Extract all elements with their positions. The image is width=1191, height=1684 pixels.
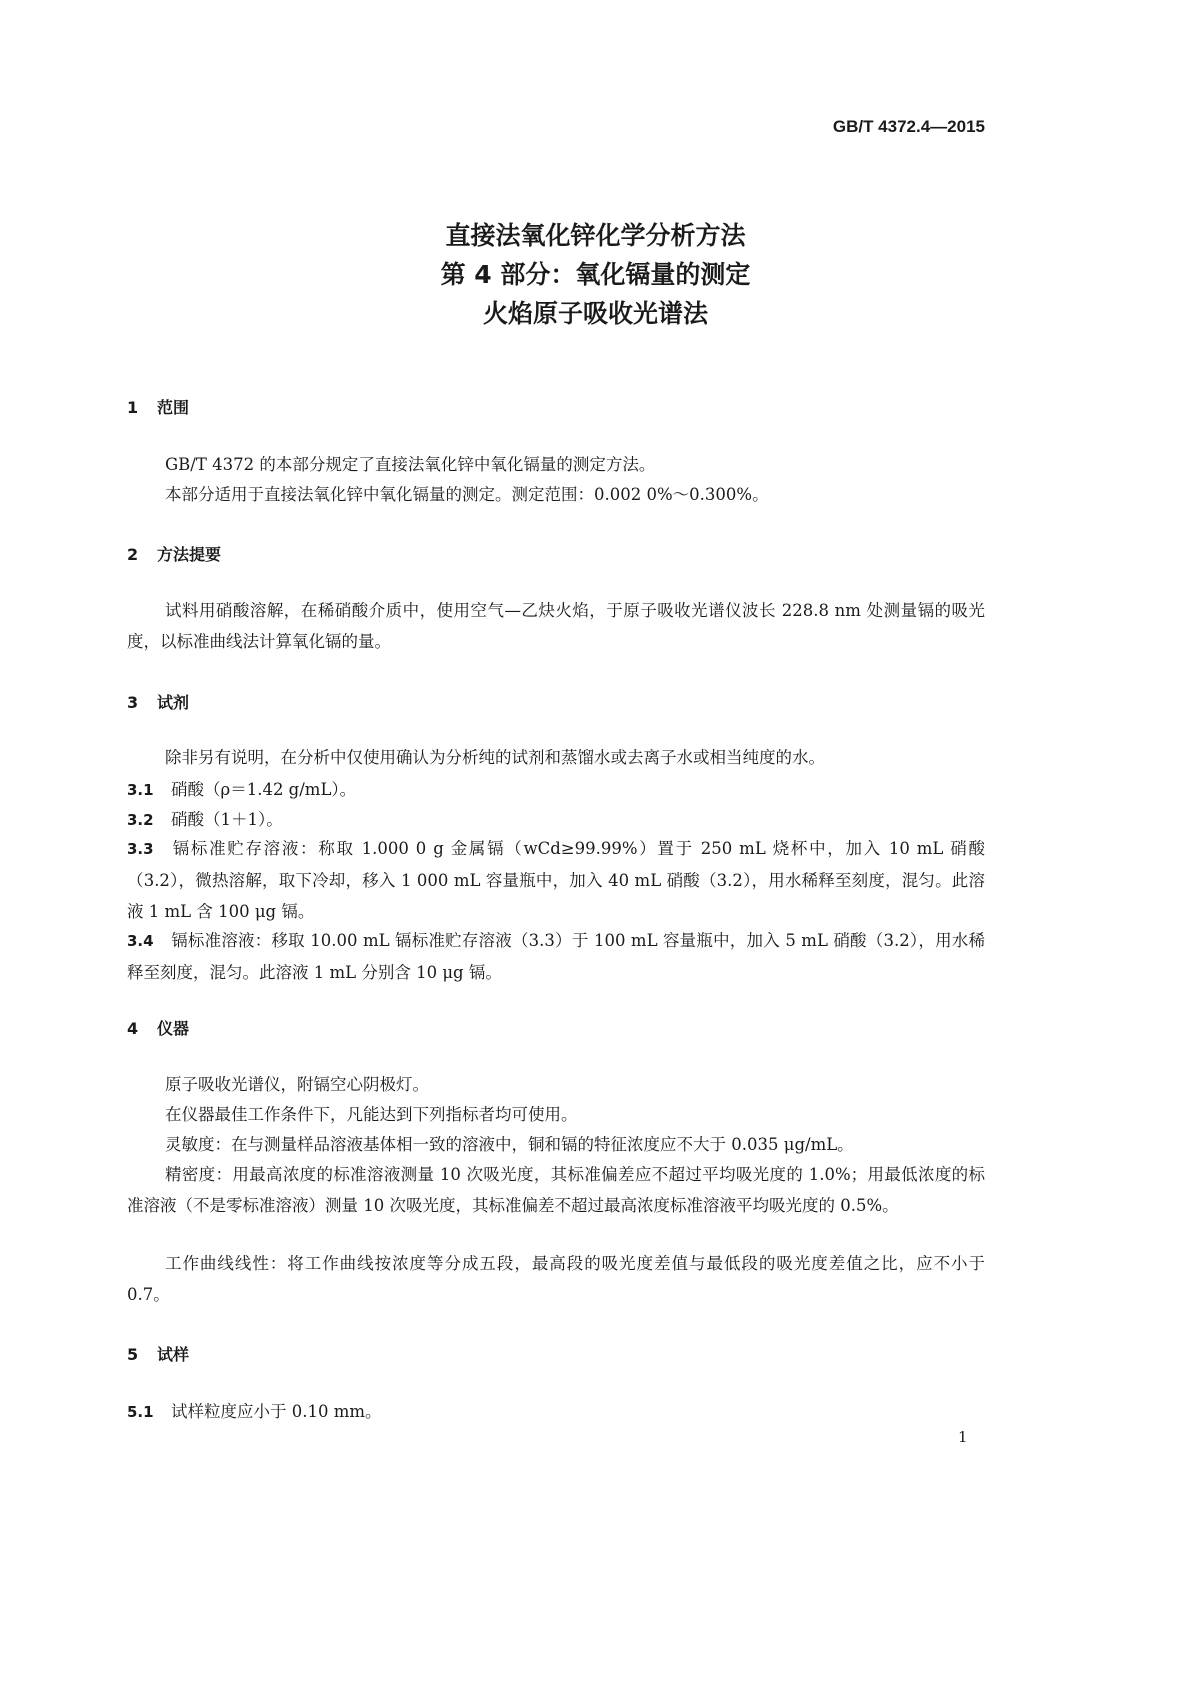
principle-paragraph: 试料用硝酸溶解，在稀硝酸介质中，使用空气—乙炔火焰，于原子吸收光谱仪波长 228.8 nm 处测量镉的吸光度，以标准曲线法计算氧化镉的量。	[127, 601, 985, 651]
section-title: 仪器	[157, 1019, 190, 1038]
title-line-3: 火焰原子吸收光谱法	[482, 299, 708, 328]
sample-item	[127, 1396, 985, 1428]
section-2-heading	[127, 542, 221, 565]
section-number: 3	[127, 693, 139, 712]
page-number: 1	[958, 1428, 968, 1446]
scope-paragraph-2: 本部分适用于直接法氧化锌中氧化镉量的测定。测定范围：0.002 0%～0.300%。	[165, 485, 769, 504]
section-1-heading	[127, 395, 189, 418]
section-number: 1	[127, 398, 139, 417]
standard-number: GB/T 4372.4—2015	[832, 117, 985, 136]
section-title: 试剂	[157, 693, 190, 712]
item-number: 5.1	[127, 1403, 154, 1421]
section-5-heading	[127, 1342, 189, 1365]
reagent-item	[127, 774, 985, 806]
reagent-item	[127, 804, 985, 836]
item-text: 硝酸（ρ＝1.42 g/mL）。	[171, 780, 357, 799]
item-number: 3.1	[127, 781, 154, 799]
reagent-item	[127, 925, 985, 988]
title-line-2: 第 4 部分：氧化镉量的测定	[440, 260, 751, 289]
section-4-heading	[127, 1016, 189, 1039]
section-title: 试样	[157, 1345, 190, 1364]
title-line-1: 直接法氧化锌化学分析方法	[445, 221, 746, 250]
section-3-heading	[127, 690, 189, 713]
section-number: 4	[127, 1019, 139, 1038]
item-text: 镉标准贮存溶液：称取 1.000 0 g 金属镉（wCd≥99.99%）置于 250 mL 烧杯中，加入 10 mL 硝酸（3.2），微热溶解，取下冷却，移入 1 000 mL 容量瓶中，加入 40 mL 硝酸（3.2），用水稀释至刻度，混匀。此溶液 1 mL 含 100 μg 镉。	[127, 839, 985, 921]
item-number: 3.4	[127, 932, 154, 950]
item-number: 3.2	[127, 811, 154, 829]
precision-paragraph: 精密度：用最高浓度的标准溶液测量 10 次吸光度，其标准偏差应不超过平均吸光度的 1.0%；用最低浓度的标准溶液（不是零标准溶液）测量 10 次吸光度，其标准偏差不超过最高浓度标准溶液平均吸光度的 0.5%。	[127, 1165, 985, 1215]
reagent-item	[127, 833, 985, 927]
item-text: 硝酸（1＋1）。	[171, 810, 283, 829]
reagents-intro: 除非另有说明，在分析中仅使用确认为分析纯的试剂和蒸馏水或去离子水或相当纯度的水。	[165, 748, 825, 767]
sensitivity-paragraph: 灵敏度：在与测量样品溶液基体相一致的溶液中，铜和镉的特征浓度应不大于 0.035 μg/mL。	[165, 1135, 854, 1154]
item-text: 镉标准溶液：移取 10.00 mL 镉标准贮存溶液（3.3）于 100 mL 容量瓶中，加入 5 mL 硝酸（3.2），用水稀释至刻度，混匀。此溶液 1 mL 分别含 10 μg 镉。	[127, 931, 985, 982]
item-number: 3.3	[127, 840, 154, 858]
section-number: 2	[127, 545, 139, 564]
section-title: 范围	[157, 398, 190, 417]
apparatus-paragraph-2: 在仪器最佳工作条件下，凡能达到下列指标者均可使用。	[165, 1105, 578, 1124]
section-title: 方法提要	[157, 545, 222, 564]
linearity-paragraph: 工作曲线线性：将工作曲线按浓度等分成五段，最高段的吸光度差值与最低段的吸光度差值之比，应不小于 0.7。	[127, 1254, 985, 1304]
section-number: 5	[127, 1345, 139, 1364]
scope-paragraph-1: GB/T 4372 的本部分规定了直接法氧化锌中氧化镉量的测定方法。	[165, 455, 656, 474]
item-text: 试样粒度应小于 0.10 mm。	[171, 1402, 382, 1421]
apparatus-paragraph-1: 原子吸收光谱仪，附镉空心阴极灯。	[165, 1075, 429, 1094]
